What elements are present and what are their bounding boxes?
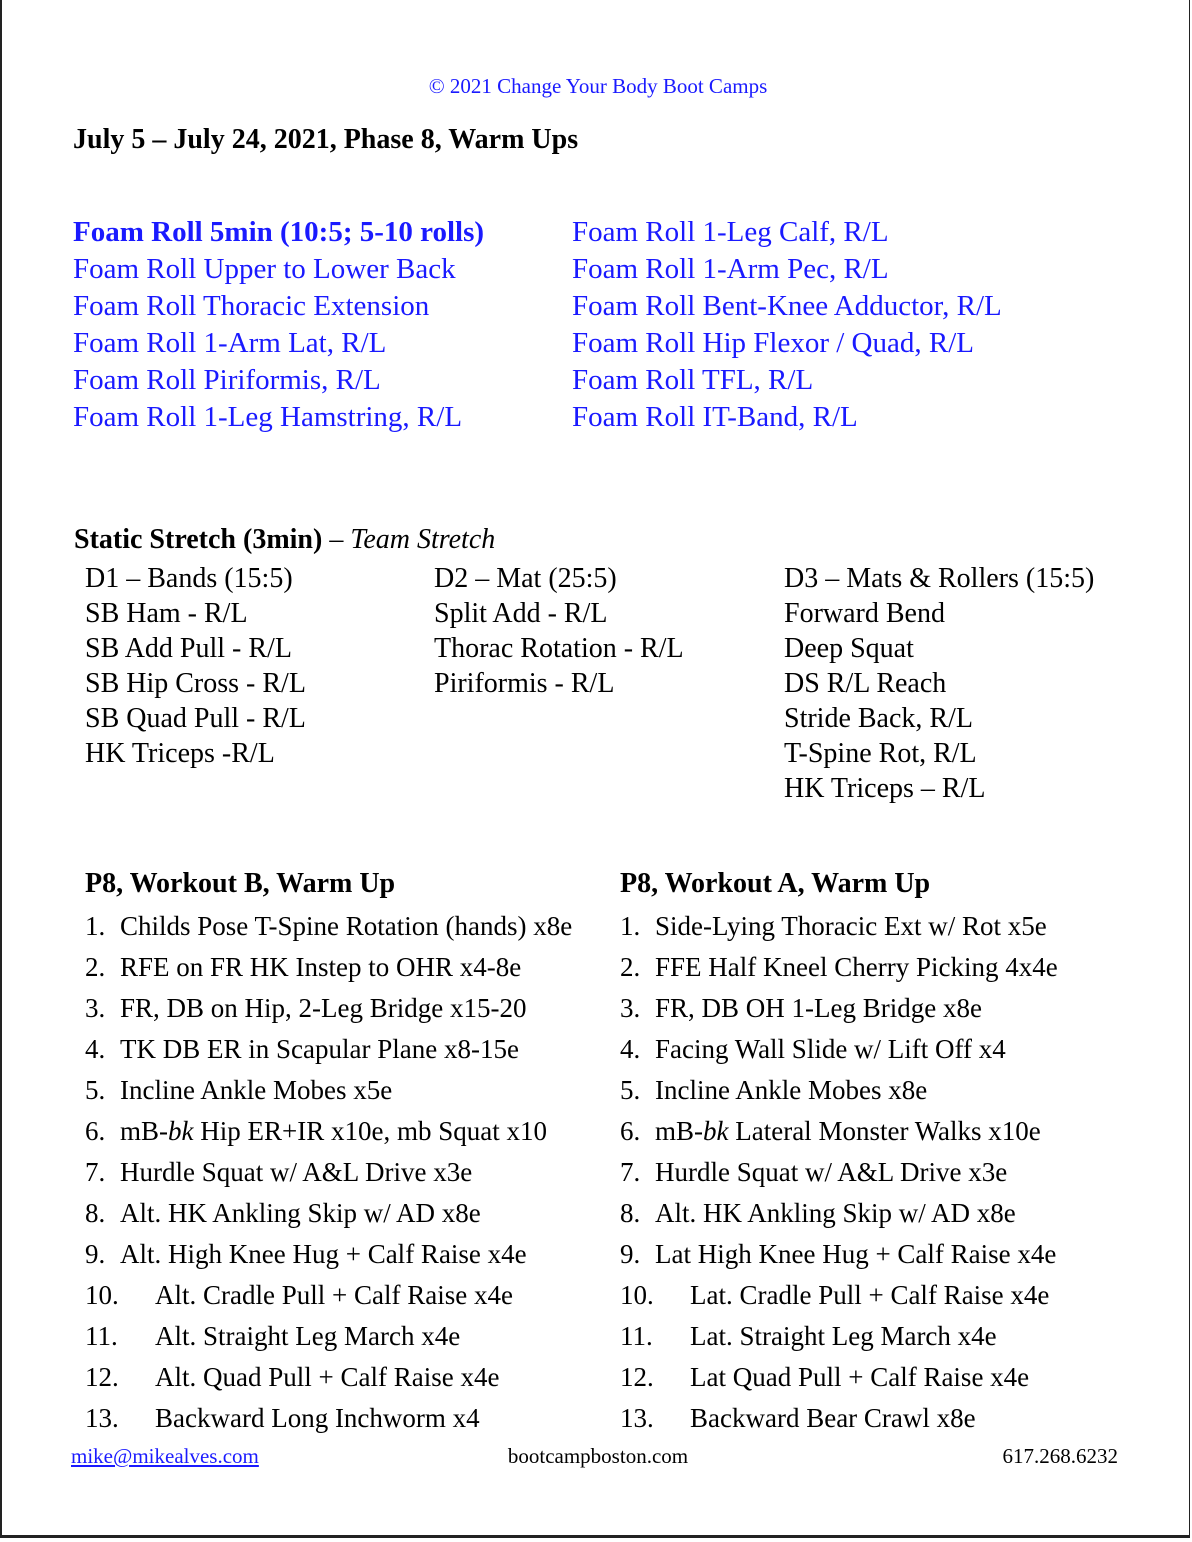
foam-roll-item: Foam Roll 1-Leg Hamstring, R/L [73,401,463,433]
item-text: FR, DB OH 1-Leg Bridge x8e [655,993,982,1023]
foam-roll-item: Foam Roll Thoracic Extension [73,290,430,322]
foam-roll-item: Foam Roll Bent-Knee Adductor, R/L [572,290,1002,322]
item-number: 5. [85,1075,106,1105]
list-item [85,1316,572,1357]
item-number: 1. [620,911,641,941]
item-number: 4. [620,1034,641,1064]
item-text: Alt. Quad Pull + Calf Raise x4e [155,1362,500,1392]
list-item [85,1398,572,1439]
stretch-item: SB Ham - R/L [85,598,248,629]
foam-roll-right-column [572,214,1002,436]
stretch-item: SB Add Pull - R/L [85,633,292,664]
stretch-item: Deep Squat [784,633,914,664]
list-item [620,947,1058,988]
item-number: 12. [85,1362,119,1392]
item-number: 3. [85,993,106,1023]
footer-phone: 617.268.6232 [1002,1444,1118,1468]
static-stretch-heading [74,524,495,556]
foam-roll-item: Foam Roll 1-Leg Calf, R/L [572,216,889,248]
item-text: TK DB ER in Scapular Plane x8-15e [120,1034,519,1064]
item-number: 6. [85,1116,106,1146]
list-item [85,1234,572,1275]
static-stretch-title: Static Stretch (3min) [74,524,323,555]
stretch-item: DS R/L Reach [784,668,947,699]
list-item [620,1070,1058,1111]
list-item [620,1275,1058,1316]
item-text: Lat. Straight Leg March x4e [690,1321,997,1351]
foam-roll-left-column [73,214,484,436]
foam-roll-item: Foam Roll Piriformis, R/L [73,364,381,396]
list-item [85,947,572,988]
item-text-pre: mB- [655,1116,704,1146]
item-text: Hurdle Squat w/ A&L Drive x3e [655,1157,1008,1187]
item-number: 12. [620,1362,654,1392]
item-number: 11. [620,1321,653,1351]
foam-roll-item: Foam Roll 1-Arm Pec, R/L [572,253,889,285]
foam-roll-item: Foam Roll Hip Flexor / Quad, R/L [572,327,974,359]
list-item [620,906,1058,947]
list-item [85,1070,572,1111]
item-text-post: Lateral Monster Walks x10e [728,1116,1041,1146]
page-title: July 5 – July 24, 2021, Phase 8, Warm Ups [73,124,579,155]
item-number: 3. [620,993,641,1023]
item-text: Alt. High Knee Hug + Calf Raise x4e [120,1239,527,1269]
stretch-item: Split Add - R/L [434,598,608,629]
stretch-item: SB Quad Pull - R/L [85,703,306,734]
item-text: FR, DB on Hip, 2-Leg Bridge x15-20 [120,993,527,1023]
stretch-item: D1 – Bands (15:5) [85,563,293,594]
stretch-item: D3 – Mats & Rollers (15:5) [784,563,1095,594]
item-number: 10. [620,1280,654,1310]
item-text: Incline Ankle Mobes x5e [120,1075,393,1105]
foam-roll-item: Foam Roll IT-Band, R/L [572,401,858,433]
copyright-notice: © 2021 Change Your Body Boot Camps [428,74,768,98]
item-number: 10. [85,1280,119,1310]
item-text-post: Hip ER+IR x10e, mb Squat x10 [193,1116,547,1146]
workout-b-column [85,866,572,1439]
item-text: Side-Lying Thoracic Ext w/ Rot x5e [655,911,1047,941]
item-number: 11. [85,1321,118,1351]
list-item [85,988,572,1029]
item-number: 9. [85,1239,106,1269]
item-text: Alt. Cradle Pull + Calf Raise x4e [155,1280,513,1310]
item-number: 13. [85,1403,119,1433]
list-item [85,906,572,947]
item-number: 1. [85,911,106,941]
list-item [85,1111,572,1152]
item-text: FFE Half Kneel Cherry Picking 4x4e [655,952,1058,982]
stretch-item: Thorac Rotation - R/L [434,633,684,664]
footer-email-link[interactable]: mike@mikealves.com [71,1444,259,1468]
stretch-d1-column [85,561,306,771]
item-number: 6. [620,1116,641,1146]
stretch-item: Forward Bend [784,598,945,629]
item-number: 7. [85,1157,106,1187]
workout-a-title: P8, Workout A, Warm Up [620,868,931,899]
item-number: 13. [620,1403,654,1433]
foam-roll-item: Foam Roll TFL, R/L [572,364,814,396]
item-text: Childs Pose T-Spine Rotation (hands) x8e [120,911,573,941]
list-item [620,1152,1058,1193]
stretch-item: SB Hip Cross - R/L [85,668,306,699]
item-text-italic: bk [703,1116,729,1146]
item-number: 2. [85,952,106,982]
item-text: Lat Quad Pull + Calf Raise x4e [690,1362,1030,1392]
heading-separator: – [322,524,351,555]
item-number: 8. [85,1198,106,1228]
list-item [85,1193,572,1234]
list-item [620,1029,1058,1070]
item-number: 2. [620,952,641,982]
item-text-italic: bk [168,1116,194,1146]
item-text: Hurdle Squat w/ A&L Drive x3e [120,1157,473,1187]
list-item [620,1111,1058,1152]
stretch-d3-column [784,561,1094,806]
list-item [85,1275,572,1316]
stretch-d2-column [434,561,684,701]
workout-a-column [620,866,1058,1439]
item-number: 9. [620,1239,641,1269]
list-item [620,988,1058,1029]
list-item [85,1357,572,1398]
item-text: Backward Long Inchworm x4 [155,1403,480,1433]
stretch-item: D2 – Mat (25:5) [434,563,617,594]
foam-roll-item: Foam Roll 5min (10:5; 5-10 rolls) [73,216,485,248]
list-item [85,1029,572,1070]
item-text: Incline Ankle Mobes x8e [655,1075,928,1105]
foam-roll-item: Foam Roll 1-Arm Lat, R/L [73,327,387,359]
list-item [620,1357,1058,1398]
workout-b-title: P8, Workout B, Warm Up [85,868,396,899]
item-text: Lat. Cradle Pull + Calf Raise x4e [690,1280,1050,1310]
list-item [620,1316,1058,1357]
item-number: 8. [620,1198,641,1228]
item-text: Alt. HK Ankling Skip w/ AD x8e [655,1198,1016,1228]
item-number: 5. [620,1075,641,1105]
item-text: Facing Wall Slide w/ Lift Off x4 [655,1034,1006,1064]
item-number: 4. [85,1034,106,1064]
footer-website: bootcampboston.com [507,1444,689,1468]
list-item [85,1152,572,1193]
item-text: RFE on FR HK Instep to OHR x4-8e [120,952,522,982]
item-text: Lat High Knee Hug + Calf Raise x4e [655,1239,1057,1269]
item-number: 7. [620,1157,641,1187]
item-text-pre: mB- [120,1116,169,1146]
list-item [620,1193,1058,1234]
stretch-item: Piriformis - R/L [434,668,615,699]
list-item [620,1234,1058,1275]
stretch-item: Stride Back, R/L [784,703,973,734]
foam-roll-item: Foam Roll Upper to Lower Back [73,253,456,285]
static-stretch-subtitle: Team Stretch [350,524,496,555]
item-text: Alt. HK Ankling Skip w/ AD x8e [120,1198,481,1228]
list-item [620,1398,1058,1439]
item-text: Backward Bear Crawl x8e [690,1403,976,1433]
stretch-item: T-Spine Rot, R/L [784,738,977,769]
stretch-item: HK Triceps -R/L [85,738,275,769]
item-text: Alt. Straight Leg March x4e [155,1321,461,1351]
stretch-item: HK Triceps – R/L [784,773,986,804]
